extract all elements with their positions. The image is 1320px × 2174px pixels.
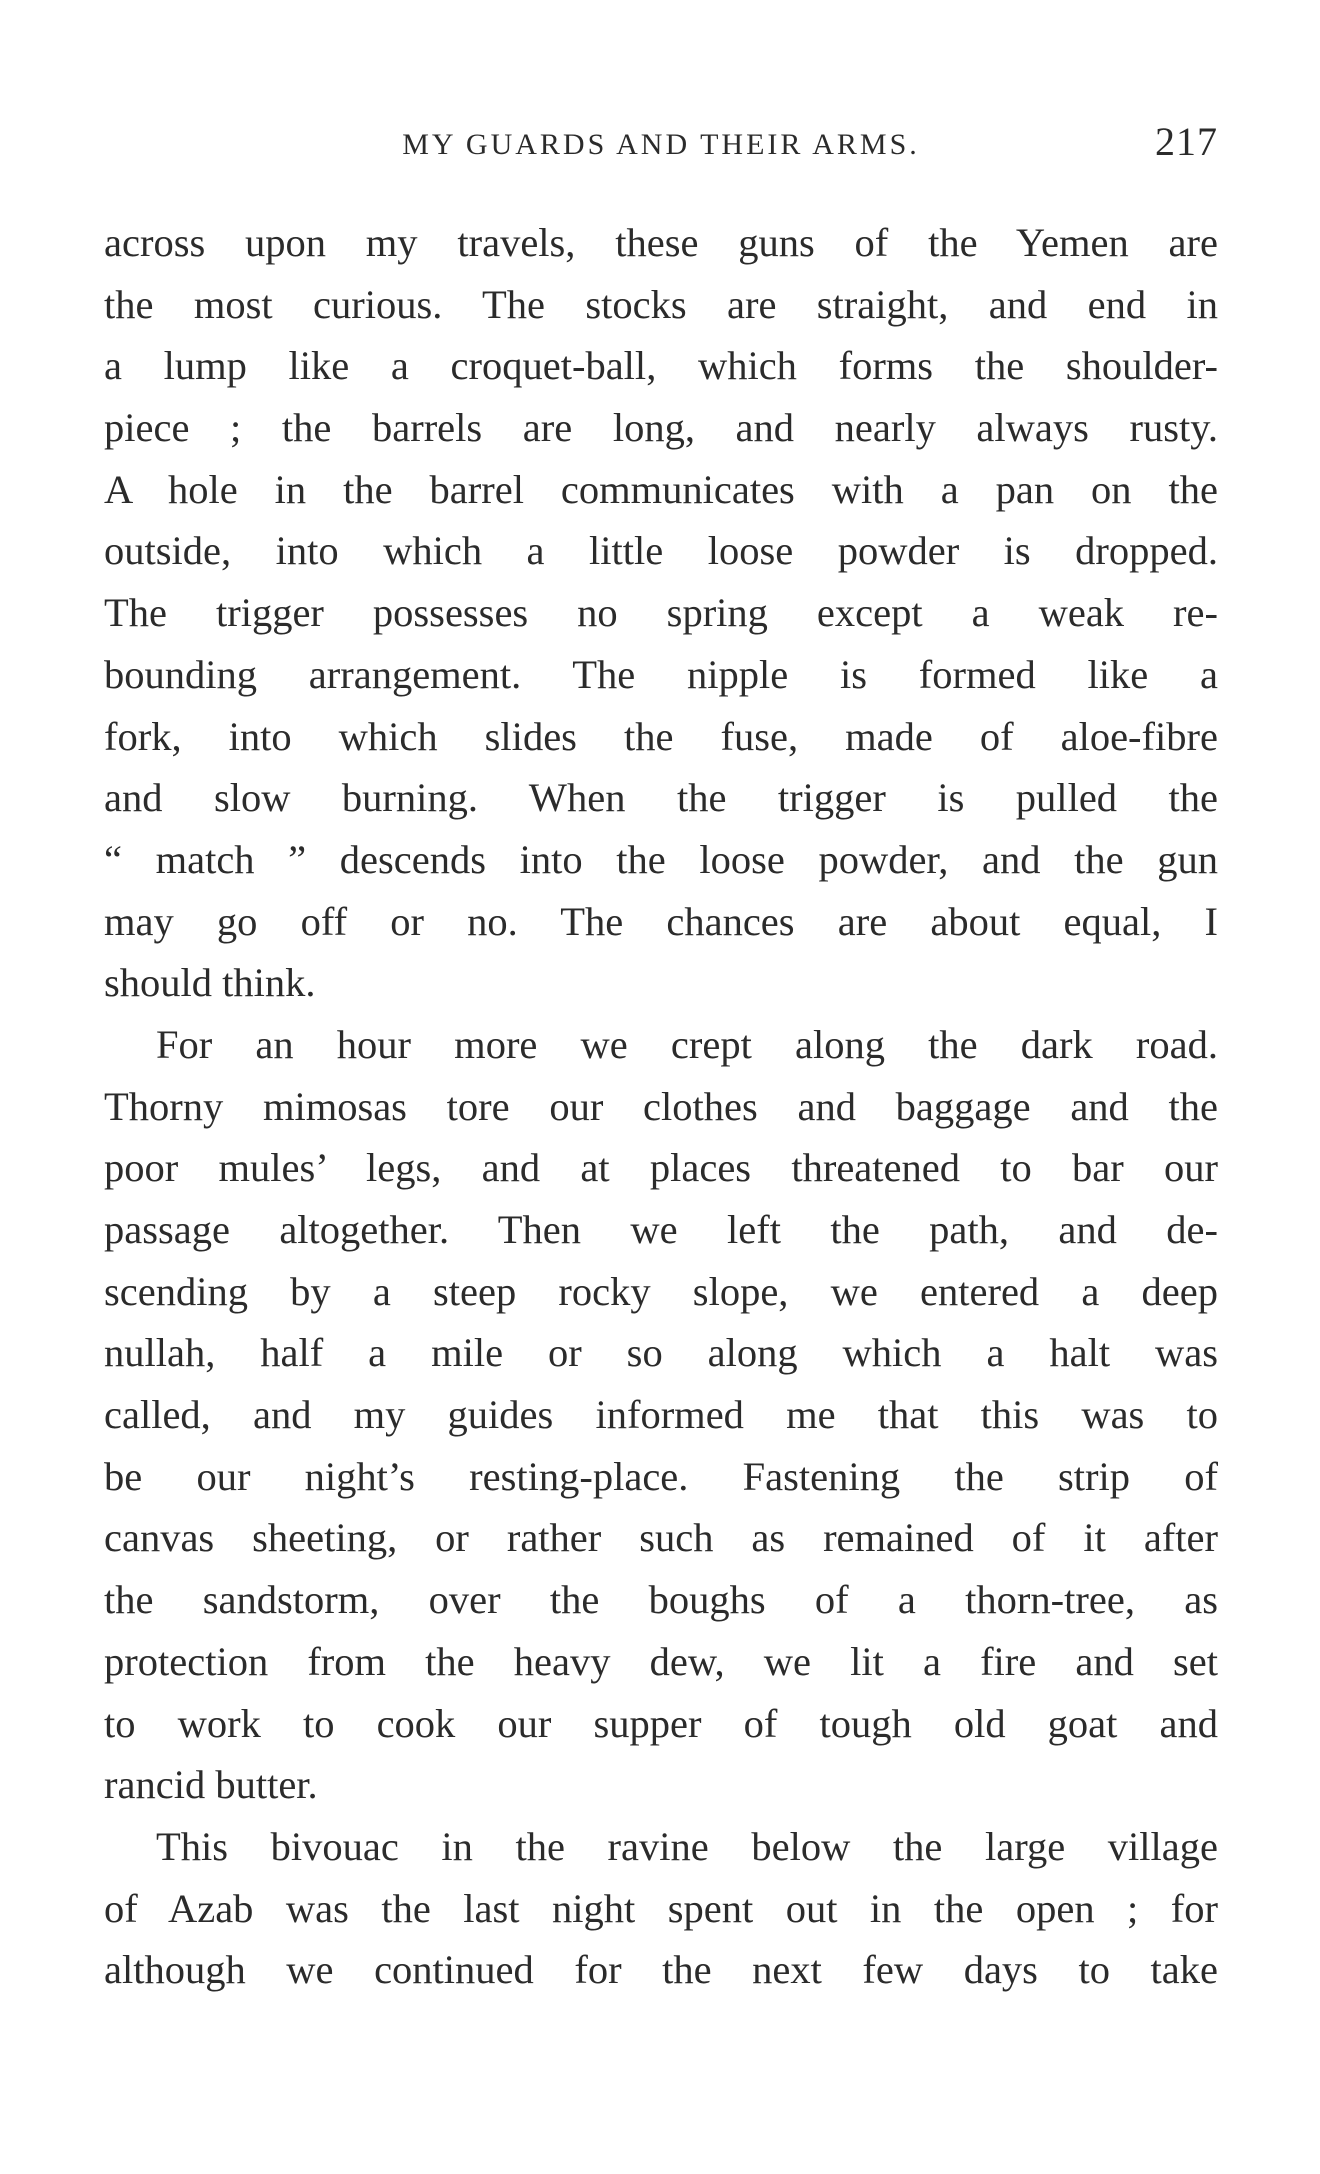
text-line: bounding arrangement. The nipple is formed like a bbox=[104, 651, 1218, 697]
text-line: The trigger possesses no spring except a weak re- bbox=[104, 590, 1218, 636]
paragraph-end-line: rancid butter. bbox=[104, 1762, 318, 1808]
text-line: and slow burning. When the trigger is pulled the bbox=[104, 775, 1218, 821]
text-line: the most curious. The stocks are straight, and end in bbox=[104, 281, 1218, 327]
text-line: a lump like a croquet-ball, which forms the shoulder- bbox=[104, 343, 1218, 389]
running-head bbox=[104, 118, 1218, 178]
text-line: A hole in the barrel communicates with a pan on the bbox=[104, 466, 1218, 512]
text-line: Thorny mimosas tore our clothes and baggage and the bbox=[104, 1083, 1218, 1129]
text-line: across upon my travels, these guns of the Yemen are bbox=[104, 220, 1218, 265]
text-line: scending by a steep rocky slope, we entered a deep bbox=[104, 1268, 1218, 1314]
text-line: the sandstorm, over the boughs of a thorn-tree, as bbox=[104, 1577, 1218, 1623]
text-line: to work to cook our supper of tough old goat and bbox=[104, 1700, 1218, 1746]
text-line: may go off or no. The chances are about equal, I bbox=[104, 898, 1218, 944]
paragraph-start-line: This bivouac in the ravine below the large village bbox=[156, 1823, 1218, 1869]
text-line: fork, into which slides the fuse, made of aloe-fibre bbox=[104, 713, 1218, 759]
text-line: piece ; the barrels are long, and nearly always rusty. bbox=[104, 405, 1218, 451]
text-line: outside, into which a little loose powder is dropped. bbox=[104, 528, 1218, 574]
text-line: although we continued for the next few days to take bbox=[104, 1947, 1218, 1993]
text-line: of Azab was the last night spent out in the open ; for bbox=[104, 1885, 1218, 1931]
paragraph-start-line: For an hour more we crept along the dark road. bbox=[156, 1021, 1218, 1067]
text-line: poor mules’ legs, and at places threatened to bar our bbox=[104, 1145, 1218, 1191]
text-line: called, and my guides informed me that this was to bbox=[104, 1392, 1218, 1438]
text-line: passage altogether. Then we left the path, and de- bbox=[104, 1207, 1218, 1252]
paragraph-end-line: should think. bbox=[104, 960, 316, 1006]
text-line: “ match ” descends into the loose powder, and the gun bbox=[104, 836, 1218, 882]
text-line: protection from the heavy dew, we lit a fire and set bbox=[104, 1638, 1218, 1684]
text-line: canvas sheeting, or rather such as remained of it after bbox=[104, 1515, 1218, 1561]
text-line: be our night’s resting-place. Fastening the strip of bbox=[104, 1453, 1218, 1499]
body-text bbox=[104, 212, 1218, 2001]
running-title: MY GUARDS AND THEIR ARMS. bbox=[402, 128, 920, 161]
page-number: 217 bbox=[1155, 119, 1218, 164]
text-line: nullah, half a mile or so along which a halt was bbox=[104, 1330, 1218, 1376]
